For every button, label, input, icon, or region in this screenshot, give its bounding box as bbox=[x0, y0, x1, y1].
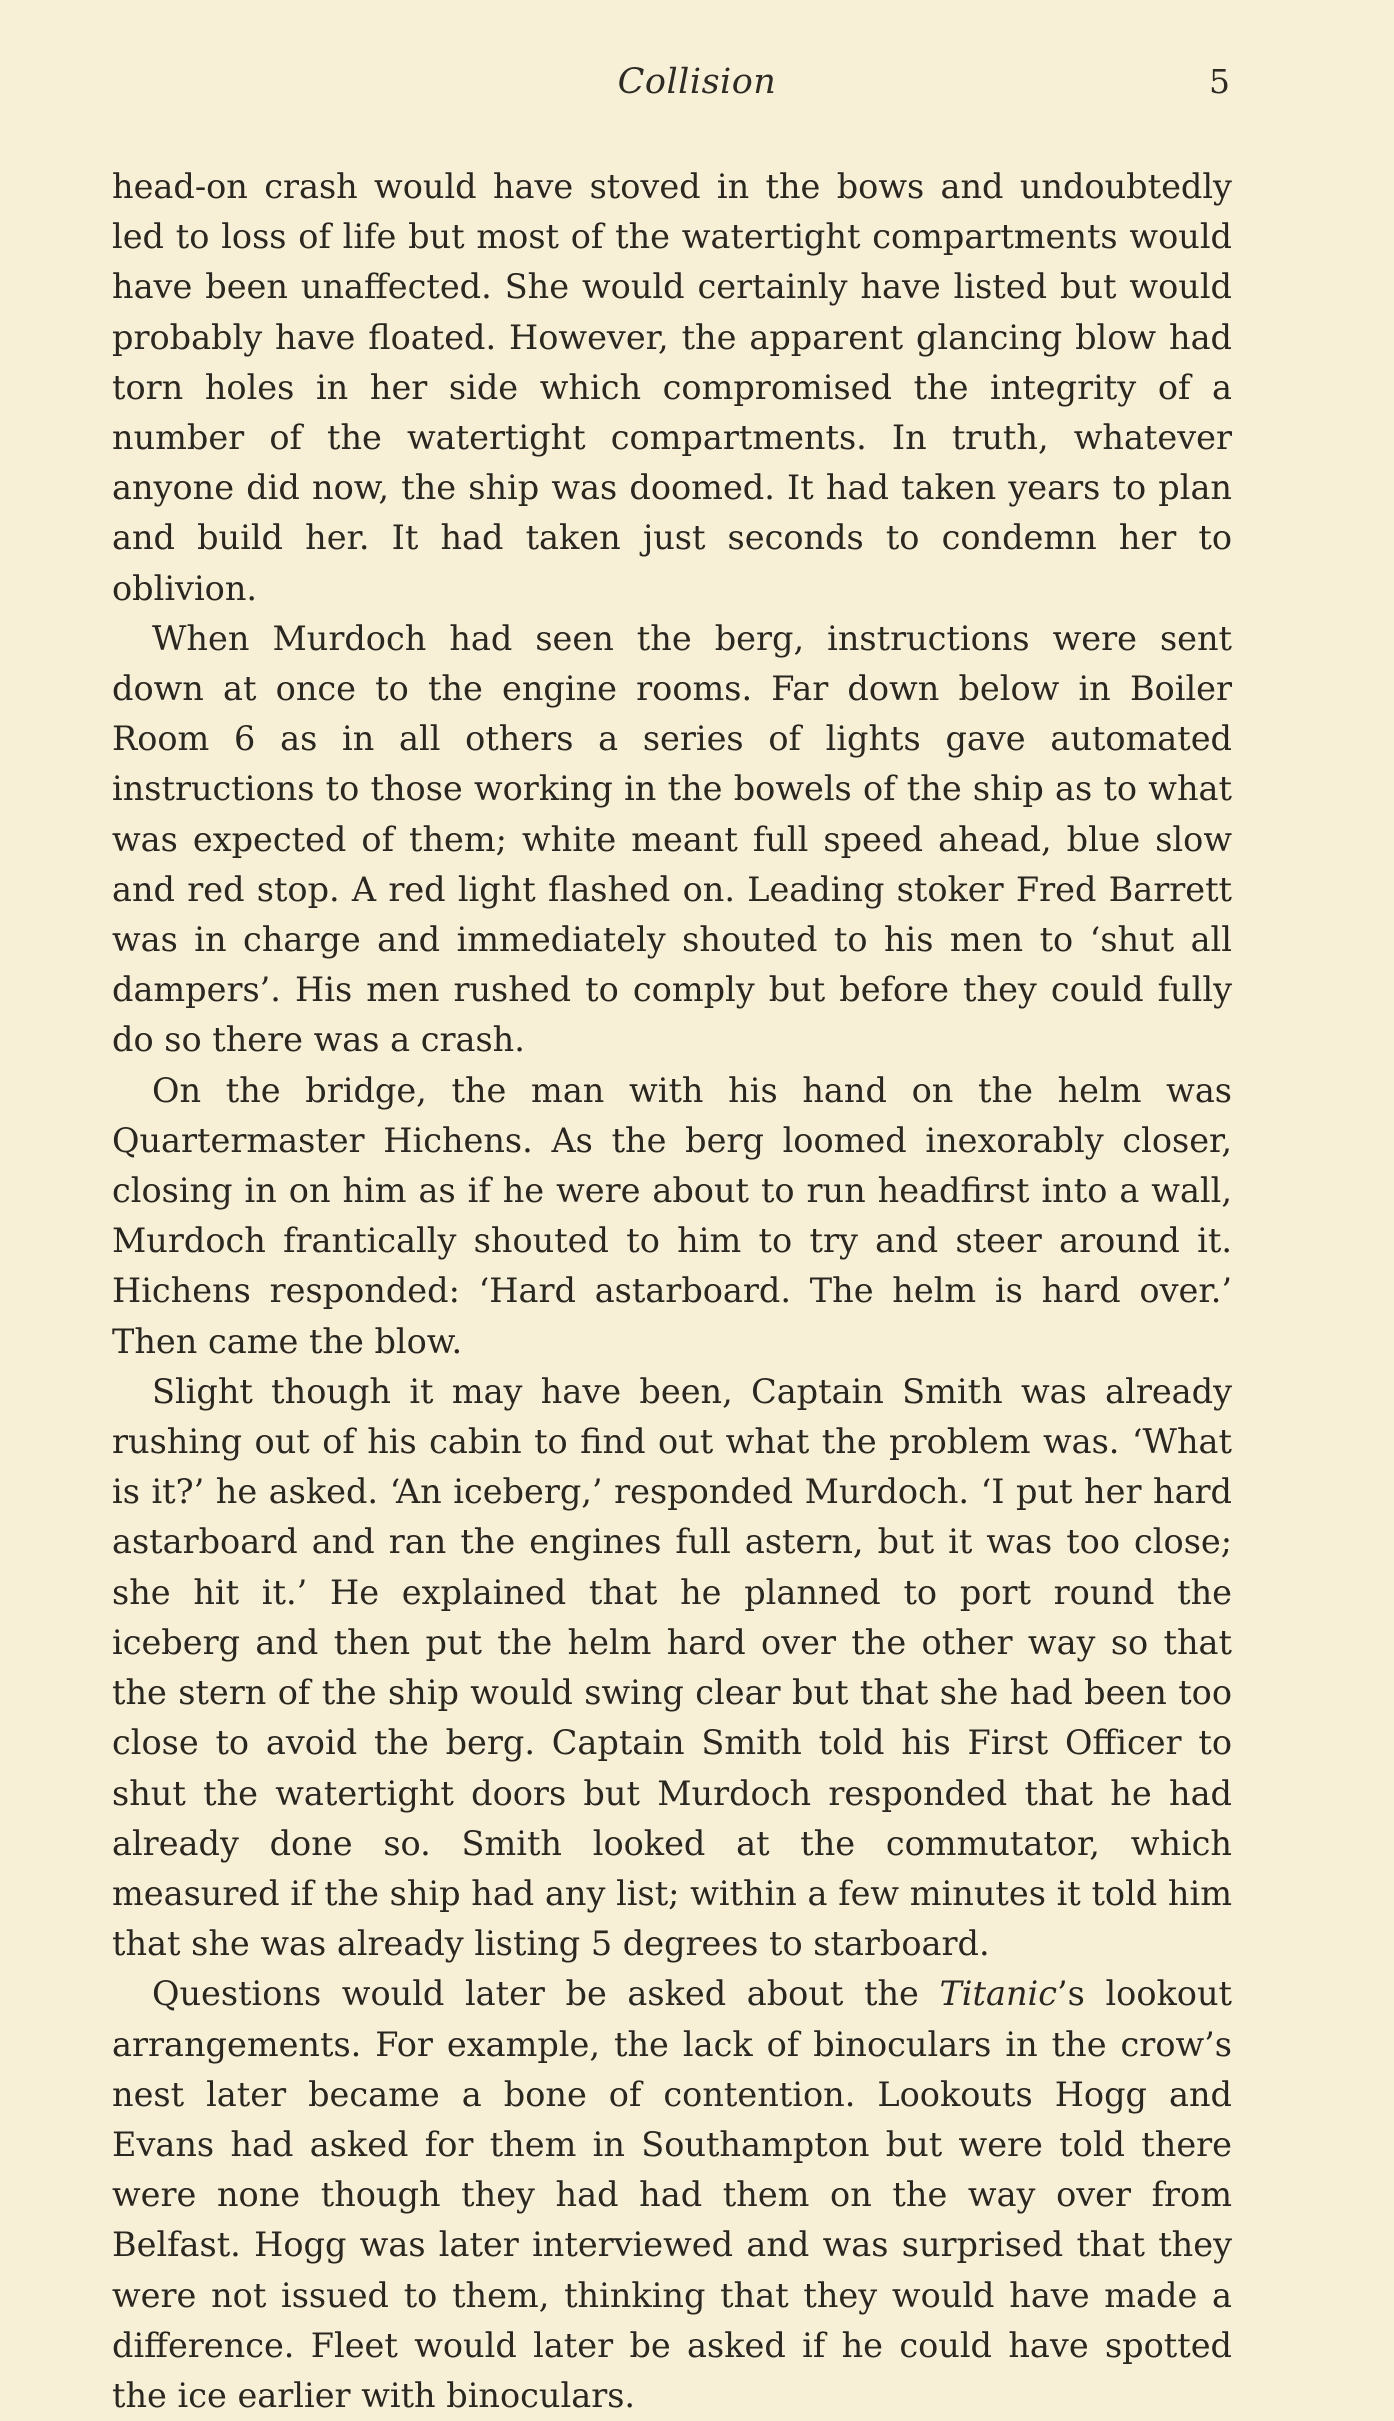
paragraph-3: On the bridge, the man with his hand on the helm was Quartermaster Hichens. As the berg loomed inexorably closer, closing in on him as if he were about to run headfirst into a wall, Murdoch frantically shouted to him to try and steer around it. Hichens responded: ‘Hard astarboard. The helm is hard over.’ Then came the blow. bbox=[112, 1070, 1232, 1361]
paragraph-2: When Murdoch had seen the berg, instructions were sent down at once to the engine rooms. Far down below in Boiler Room 6 as in all others a series of lights gave automated instructions to those working in the bowels of the ship as to what was expected of them; white meant full speed ahead, blue slow and red stop. A red light flashed on. Leading stoker Fred Barrett was in charge and immediately shouted to his men to ‘shut all dampers’. His men rushed to comply but before they could fully do so there was a crash. bbox=[112, 618, 1232, 1060]
body-text bbox=[112, 162, 1232, 2421]
paragraph-1: head-on crash would have stoved in the bows and undoubtedly led to loss of life but most of the watertight compartments would have been unaffected. She would certainly have listed but would probably have floated. However, the apparent glancing blow had torn holes in her side which compromised the integrity of a number of the watertight compartments. In truth, whatever anyone did now, the ship was doomed. It had taken years to plan and build her. It had taken just seconds to condemn her to oblivion. bbox=[112, 167, 1232, 608]
paragraph-5 bbox=[112, 1969, 1232, 2421]
page-number: 5 bbox=[1209, 62, 1230, 101]
paragraph-5-rest: ’s lookout arrangements. For example, the lack of binoculars in the crow’s nest later became a bone of contention. Lookouts Hogg and Evans had asked for them in Southampton but were told there were none though they had had them on the way over from Belfast. Hogg was later interviewed and was surprised that they were not issued to them, thinking that they would have made a difference. Fleet would later be asked if he could have spotted the ice earlier with binoculars. bbox=[112, 1974, 1233, 2415]
ship-name-italic: Titanic bbox=[939, 1974, 1057, 2014]
chapter-title: Collision bbox=[617, 62, 777, 102]
paragraph-4: Slight though it may have been, Captain Smith was already rushing out of his cabin to find out what the problem was. ‘What is it?’ he asked. ‘An iceberg,’ responded Murdoch. ‘I put her hard astarboard and ran the engines full astern, but it was too close; she hit it.’ He explained that he planned to port round the iceberg and then put the helm hard over the other way so that the stern of the ship would swing clear but that she had been too close to avoid the berg. Captain Smith told his First Officer to shut the watertight doors but Murdoch responded that he had already done so. Smith looked at the commutator, which measured if the ship had any list; within a few minutes it told him that she was already listing 5 degrees to starboard. bbox=[112, 1371, 1232, 1964]
paragraph-5-start: Questions would later be asked about the bbox=[152, 1974, 940, 2014]
running-head bbox=[0, 62, 1394, 112]
